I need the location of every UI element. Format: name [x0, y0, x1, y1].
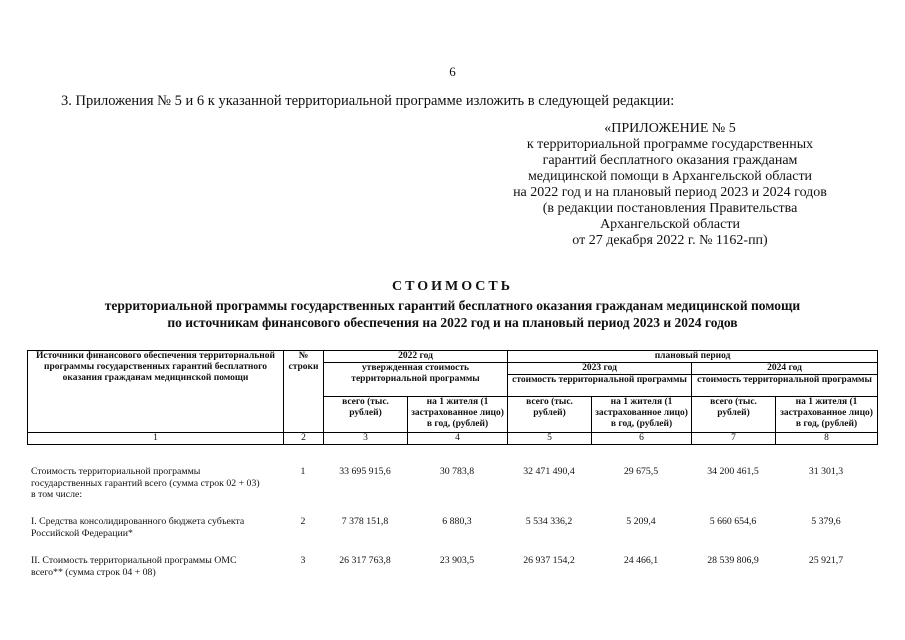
intro-text: 3. Приложения № 5 и 6 к указанной территориальной программе изложить в следующей редакции: [61, 93, 675, 109]
header-sources: Источники финансового обеспечения территориальной программы государственных гарантий бесплатного оказания гражданам медицинской помощи [28, 351, 284, 433]
col-number: 5 [508, 433, 592, 445]
appendix-line: (в редакции постановления Правительства [542, 201, 798, 216]
col-number: 4 [408, 433, 508, 445]
page-number: 6 [449, 64, 456, 79]
document-subtitle [0, 297, 905, 331]
row-name-line: I. Средства консолидированного бюджета субъекта [31, 516, 245, 527]
header-per-capita: на 1 жителя (1 застрахованное лицо) в год, (рублей) [776, 397, 878, 433]
cell-value: 7 378 151,8 [341, 516, 389, 527]
row-number: 1 [300, 466, 306, 477]
header-total: всего (тыс. рублей) [692, 397, 776, 433]
cell-value: 32 471 490,4 [523, 466, 575, 477]
cell-value: 5 534 336,2 [525, 516, 573, 527]
subtitle-line: по источникам финансового обеспечения на 2022 год и на плановый период 2023 и 2024 годов [167, 315, 738, 330]
appendix-line: медицинской помощи в Архангельской области [527, 169, 813, 184]
header-cost-2024: стоимость территориальной программы [692, 375, 878, 397]
col-number: 7 [692, 433, 776, 445]
cell-value: 31 301,3 [808, 466, 844, 477]
cell-value: 30 783,8 [439, 466, 475, 477]
header-per-capita: на 1 жителя (1 застрахованное лицо) в год, (рублей) [408, 397, 508, 433]
header-2024: 2024 год [692, 363, 878, 375]
row-number: 3 [300, 555, 306, 566]
cell-value: 33 695 915,6 [339, 466, 391, 477]
header-planned-period: плановый период [508, 351, 878, 363]
cell-value: 24 466,1 [623, 555, 659, 566]
document-title: СТОИМОСТЬ [391, 279, 514, 294]
col-number: 6 [592, 433, 692, 445]
col-number: 2 [284, 433, 324, 445]
appendix-block [480, 121, 860, 249]
cell-value: 26 317 763,8 [339, 555, 391, 566]
header-total: всего (тыс. рублей) [324, 397, 408, 433]
appendix-line: «ПРИЛОЖЕНИЕ № 5 [604, 121, 736, 136]
header-approved-cost: утвержденная стоимость территориальной программы [324, 363, 508, 397]
appendix-line: от 27 декабря 2022 г. № 1162-пп) [572, 233, 768, 248]
cell-value: 5 379,6 [811, 516, 841, 527]
cell-value: 29 675,5 [623, 466, 659, 477]
appendix-line: к территориальной программе государственных [526, 137, 814, 152]
row-name-line: Стоимость территориальной программы [31, 466, 201, 477]
row-name-line: всего** (сумма строк 04 + 08) [31, 566, 156, 578]
row-name [31, 516, 283, 539]
header-total: всего (тыс. рублей) [508, 397, 592, 433]
row-number: 2 [300, 516, 306, 527]
appendix-line: Архангельской области [600, 217, 740, 232]
row-name [31, 466, 283, 501]
col-number: 1 [28, 433, 284, 445]
cell-value: 5 209,4 [626, 516, 656, 527]
row-name-line: II. Стоимость территориальной программы ОМС [31, 555, 237, 566]
cell-value: 6 880,3 [442, 516, 472, 527]
cell-value: 26 937 154,2 [523, 555, 575, 566]
row-name-line: Российской Федерации* [31, 527, 133, 539]
header-2023: 2023 год [508, 363, 692, 375]
cell-value: 23 903,5 [439, 555, 475, 566]
header-row-no: № строки [284, 351, 324, 433]
header-2022: 2022 год [324, 351, 508, 363]
cell-value: 25 921,7 [808, 555, 844, 566]
subtitle-line: территориальной программы государственных гарантий бесплатного оказания гражданам медицинской помощи [104, 298, 801, 313]
appendix-line: на 2022 год и на плановый период 2023 и 2024 годов [513, 185, 827, 200]
row-name [31, 555, 283, 578]
col-number: 3 [324, 433, 408, 445]
cell-value: 34 200 461,5 [707, 466, 759, 477]
appendix-line: гарантий бесплатного оказания гражданам [542, 153, 798, 168]
cell-value: 28 539 806,9 [707, 555, 759, 566]
row-name-line: в том числе: [31, 489, 83, 500]
header-cost-2023: стоимость территориальной программы [508, 375, 692, 397]
cost-table-header [27, 350, 878, 445]
cell-value: 5 660 654,6 [709, 516, 757, 527]
header-per-capita: на 1 жителя (1 застрахованное лицо) в год, (рублей) [592, 397, 692, 433]
col-number: 8 [776, 433, 878, 445]
row-name-line: государственных гарантий всего (сумма строк 02 + 03) [31, 477, 260, 489]
